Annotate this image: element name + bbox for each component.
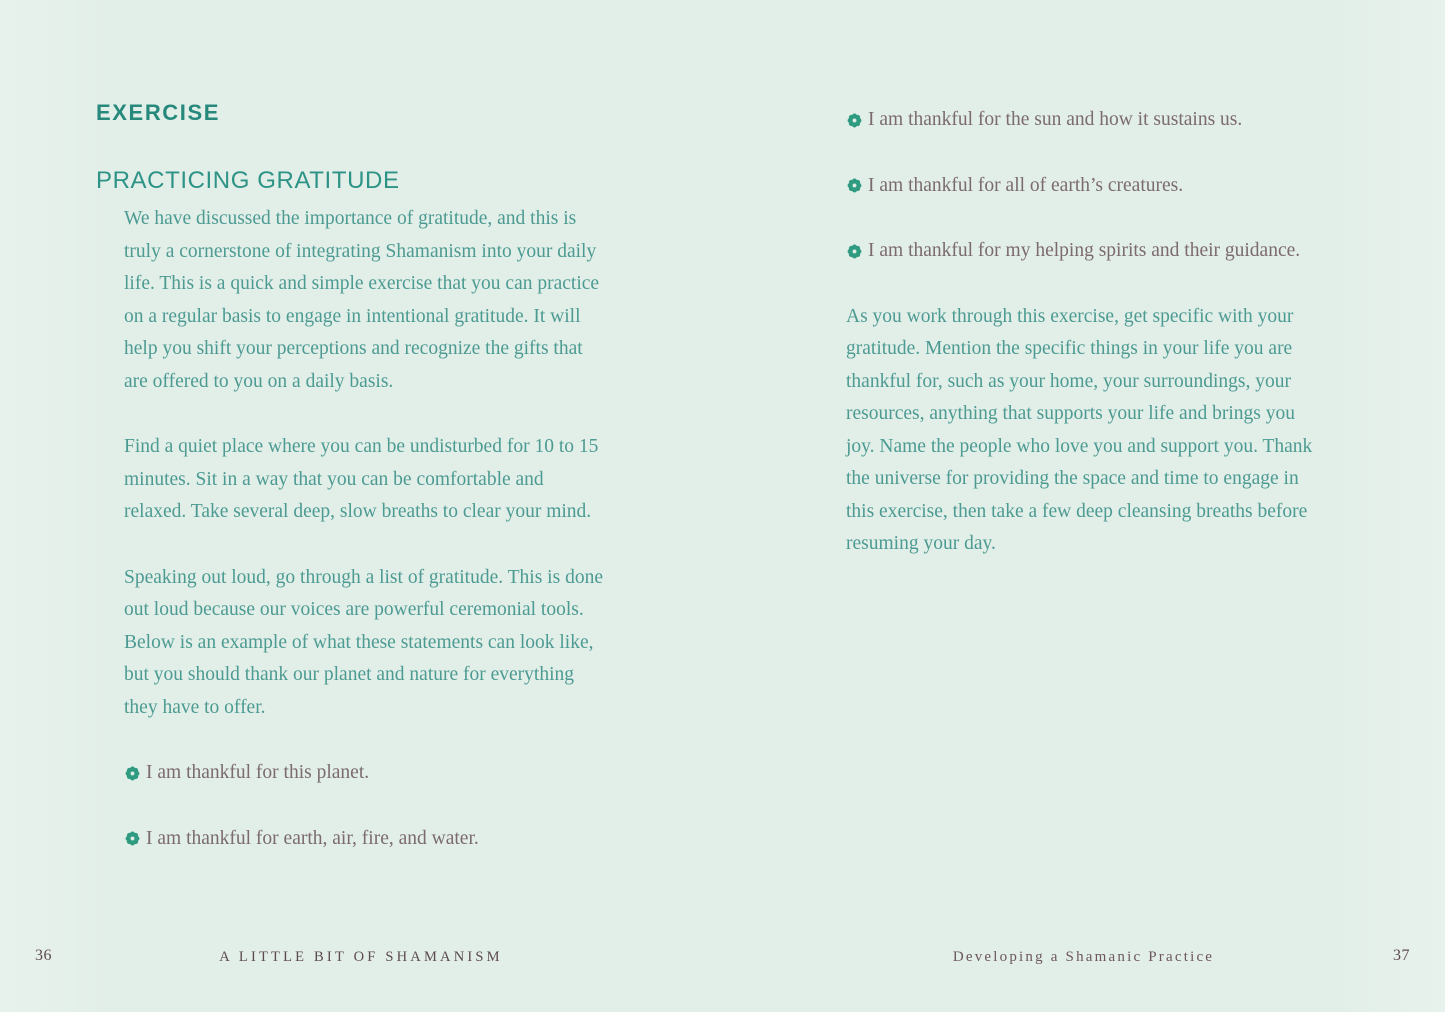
- left-page-body: [124, 203, 610, 855]
- gratitude-list-item: [124, 757, 610, 790]
- paragraph: We have discussed the importance of gratitude, and this is truly a cornerstone of integrating Shamanism into your daily life. This is a quick and simple exercise that you can practice on a regular basis to engage in intentional gratitude. It will help you shift your perceptions and recognize the gifts that are offered to you on a daily basis.: [124, 208, 600, 392]
- paragraph: Find a quiet place where you can be undisturbed for 10 to 15 minutes. Sit in a way that you can be comfortable and relaxed. Take several deep, slow breaths to clear your mind.: [124, 436, 599, 522]
- fleuron-flower-icon: [124, 830, 141, 847]
- running-head-book-title: A LITTLE BIT OF SHAMANISM: [219, 949, 503, 965]
- gratitude-list-item-text: I am thankful for earth, air, fire, and water.: [146, 827, 479, 849]
- fleuron-flower-icon: [846, 112, 863, 129]
- left-page: [96, 100, 612, 888]
- fleuron-flower-icon: [846, 177, 863, 194]
- gratitude-list-item: [846, 104, 1328, 137]
- fleuron-flower-icon: [124, 765, 141, 782]
- paragraph: Speaking out loud, go through a list of gratitude. This is done out loud because our voices are powerful ceremonial tools. Below is an example of what these statements can look like, but you should thank our planet and nature for everything they have to offer.: [124, 566, 603, 718]
- gratitude-list-item-text: I am thankful for the sun and how it sustains us.: [868, 109, 1243, 130]
- gratitude-list-item-text: I am thankful for my helping spirits and their guidance.: [868, 240, 1301, 261]
- page-number-right: 37: [1393, 947, 1410, 964]
- page-number-left: 36: [35, 947, 52, 964]
- exercise-kicker: EXERCISE: [96, 100, 221, 125]
- fleuron-flower-icon: [846, 243, 863, 260]
- gratitude-list-item: [846, 235, 1328, 268]
- right-page: [846, 104, 1328, 561]
- gratitude-list-item-text: I am thankful for this planet.: [146, 762, 370, 783]
- gratitude-list-item: [124, 823, 610, 856]
- paragraph: As you work through this exercise, get specific with your gratitude. Mention the specific things in your life you are thankful for, such as your home, your surroundings, your resources, anything that supports your life and brings you joy. Name the people who love you and support you. Thank the universe for providing the space and time to engage in this exercise, then take a few deep cleansing breaths before resuming your day.: [846, 305, 1313, 554]
- gratitude-list-item: [846, 170, 1328, 203]
- running-head-chapter-title: Developing a Shamanic Practice: [952, 949, 1215, 965]
- gratitude-list-item-text: I am thankful for all of earth’s creatures.: [868, 174, 1184, 196]
- section-heading: PRACTICING GRATITUDE: [96, 167, 400, 194]
